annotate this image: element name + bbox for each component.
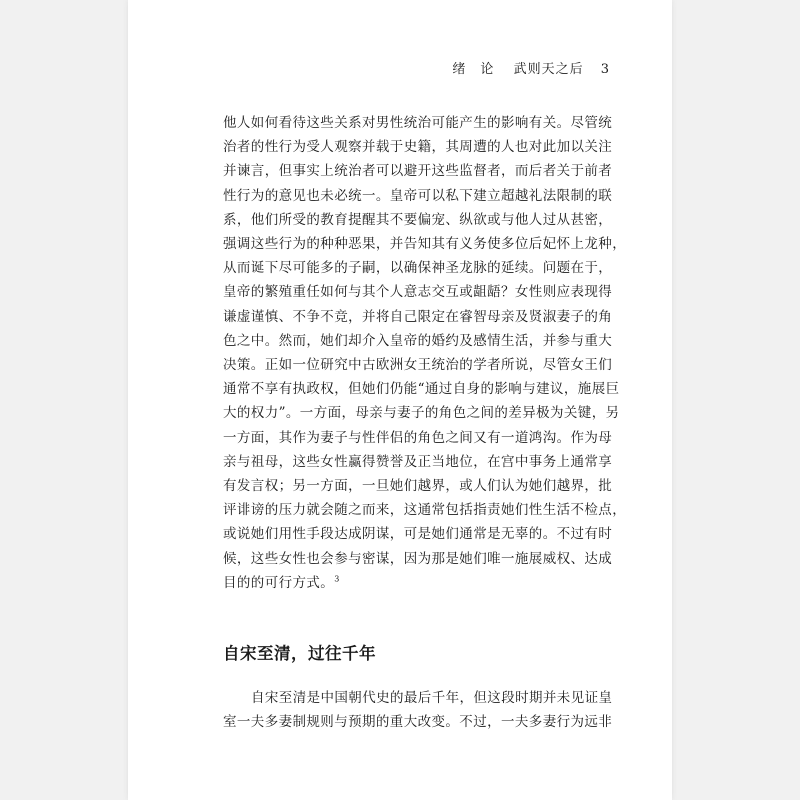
page-number: 3 (600, 62, 610, 77)
text-line-content: 目的的可行方式。 (223, 574, 335, 591)
text-line: 大的权力”。一方面，母亲与妻子的角色之间的差异极为关键，另 (223, 405, 620, 422)
paragraph-2 (223, 686, 613, 734)
footnote-marker[interactable]: 3 (334, 574, 340, 584)
paragraph-1 (223, 111, 627, 595)
text-line: 系，他们所受的教育提醒其不要偏宠、纵欲或与他人过从甚密， (223, 211, 613, 228)
text-line: 治者的性行为受人观察并载于史籍，其周遭的人也对此加以关注 (223, 139, 613, 156)
text-line: 强调这些行为的种种恶果，并告知其有义务使多位后妃怀上龙种， (223, 236, 627, 253)
text-line: 一方面，其作为妻子与性伴侣的角色之间又有一道鸿沟。作为母 (223, 429, 613, 446)
text-line: 性行为的意见也未必统一。皇帝可以私下建立超越礼法限制的联 (223, 187, 613, 204)
text-line: 评诽谤的压力就会随之而来，这通常包括指责她们性生活不检点， (223, 502, 627, 519)
text-line: 他人如何看待这些关系对男性统治可能产生的影响有关。尽管统 (223, 115, 613, 131)
text-line: 并谏言，但事实上统治者可以避开这些监督者，而后者关于前者 (223, 163, 613, 180)
text-line-last (223, 571, 601, 595)
text-line: 皇帝的繁殖重任如何与其个人意志交互或龃龉？女性则应表现得 (223, 284, 613, 301)
book-page (128, 0, 672, 800)
body-text (223, 111, 627, 595)
running-header (452, 58, 610, 77)
section-heading: 自宋至清，过往千年 (223, 644, 376, 663)
text-line: 决策。正如一位研究中古欧洲女王统治的学者所说，尽管女王们 (223, 357, 613, 374)
text-line: 通常不享有执政权，但她们仍能“通过自身的影响与建议，施展巨 (223, 381, 620, 398)
text-line: 谦虚谨慎、不争不竞，并将自己限定在睿智母亲及贤淑妻子的角 (223, 308, 613, 325)
chapter-title: 武则天之后 (513, 62, 584, 77)
text-line: 自宋至清是中国朝代史的最后千年，但这段时期并未见证皇 (251, 690, 613, 706)
body-text-2 (223, 686, 613, 734)
chapter-label: 绪 论 (452, 62, 495, 77)
text-line: 室一夫多妻制规则与预期的重大改变。不过，一夫多妻行为远非 (223, 714, 613, 731)
text-line: 有发言权；另一方面，一旦她们越界，或人们认为她们越界，批 (223, 478, 613, 495)
text-line: 色之中。然而，她们却介入皇帝的婚约及感情生活，并参与重大 (223, 332, 613, 349)
text-line: 或说她们用性手段达成阴谋，可是她们通常是无辜的。不过有时 (223, 526, 613, 543)
text-line: 亲与祖母，这些女性赢得赞誉及正当地位，在宫中事务上通常享 (223, 453, 613, 470)
text-line: 从而诞下尽可能多的子嗣，以确保神圣龙脉的延续。问题在于， (223, 260, 613, 277)
text-line: 候，这些女性也会参与密谋，因为那是她们唯一施展威权、达成 (223, 550, 613, 567)
